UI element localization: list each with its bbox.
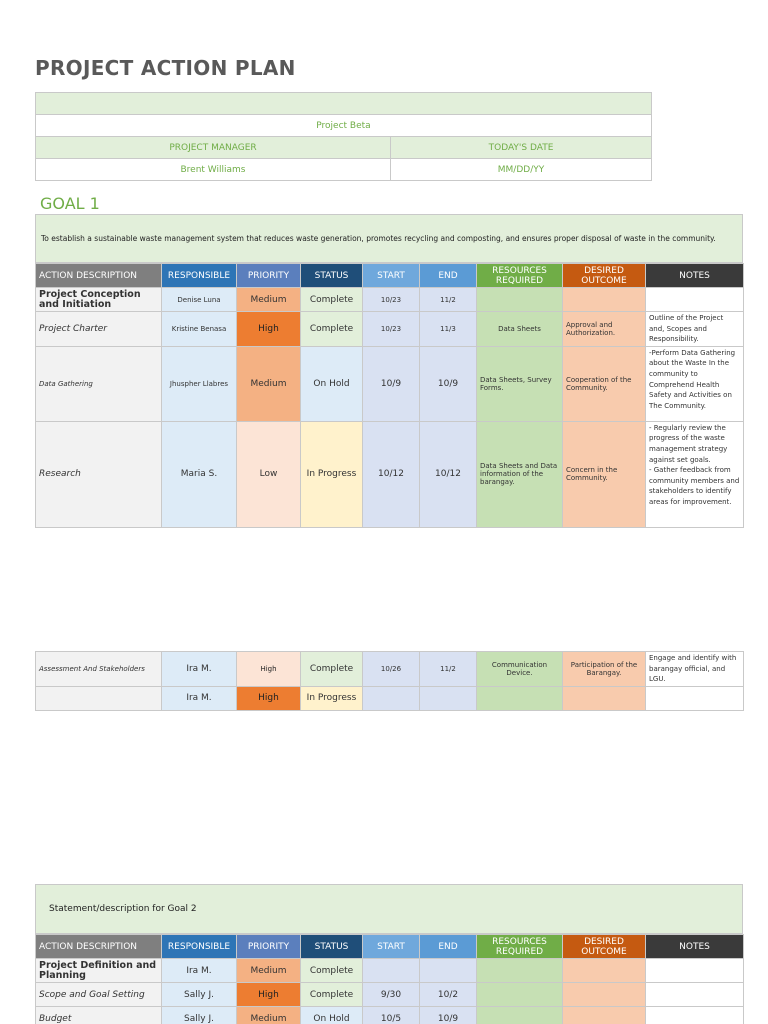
cell-responsible[interactable]: Sally J. [162,983,237,1007]
header-priority: PRIORITY [237,935,301,959]
project-info-table [35,92,652,181]
cell-status[interactable]: Complete [301,652,363,687]
cell-action[interactable]: Project Charter [36,312,162,347]
cell-start[interactable]: 10/5 [363,1007,420,1024]
cell-notes[interactable] [646,983,744,1007]
todays-date-label: TODAY'S DATE [391,137,652,159]
project-name[interactable]: Project Beta [36,115,652,137]
cell-action[interactable]: Project Conception and Initiation [36,288,162,312]
cell-notes[interactable] [646,959,744,983]
cell-start[interactable]: 10/9 [363,346,420,421]
cell-responsible[interactable]: Ira M. [162,959,237,983]
cell-outcome[interactable]: Cooperation of the Community. [563,346,646,421]
project-manager-value[interactable]: Brent Williams [36,159,391,181]
cell-priority[interactable]: High [237,652,301,687]
cell-priority[interactable]: Medium [237,1007,301,1024]
header-action: ACTION DESCRIPTION [36,264,162,288]
table-row [36,1007,744,1024]
header-outcome: DESIRED OUTCOME [563,935,646,959]
header-notes: NOTES [646,935,744,959]
header-start: START [363,264,420,288]
cell-end[interactable]: 11/2 [420,652,477,687]
todays-date-value[interactable]: MM/DD/YY [391,159,652,181]
cell-start[interactable]: 9/30 [363,983,420,1007]
cell-end[interactable]: 10/9 [420,346,477,421]
cell-notes[interactable] [646,288,744,312]
header-resources: RESOURCES REQUIRED [477,264,563,288]
cell-responsible[interactable]: Ira M. [162,686,237,710]
cell-action[interactable]: Data Gathering [36,346,162,421]
cell-priority[interactable]: Medium [237,959,301,983]
cell-priority[interactable]: High [237,312,301,347]
cell-priority[interactable]: Low [237,421,301,527]
cell-priority[interactable]: Medium [237,346,301,421]
cell-priority[interactable]: High [237,686,301,710]
cell-notes[interactable]: -Perform Data Gathering about the Waste In the community to Comprehend Health Safety and Activities on The Community. [646,346,744,421]
cell-action[interactable]: Assessment And Stakeholders [36,652,162,687]
table-row [36,421,744,527]
header-responsible: RESPONSIBLE [162,935,237,959]
header-status: STATUS [301,264,363,288]
cell-notes[interactable] [646,1007,744,1024]
cell-resources[interactable] [477,983,563,1007]
cell-responsible[interactable]: Ira M. [162,652,237,687]
cell-resources[interactable] [477,959,563,983]
cell-resources[interactable] [477,1007,563,1024]
cell-start[interactable] [363,686,420,710]
cell-status[interactable]: Complete [301,959,363,983]
header-row [36,264,744,288]
goal-2-statement[interactable]: Statement/description for Goal 2 [35,884,743,934]
cell-resources[interactable]: Communication Device. [477,652,563,687]
cell-responsible[interactable]: Sally J. [162,1007,237,1024]
cell-start[interactable]: 10/12 [363,421,420,527]
cell-priority[interactable]: High [237,983,301,1007]
cell-start[interactable]: 10/23 [363,288,420,312]
header-status: STATUS [301,935,363,959]
cell-status[interactable]: On Hold [301,1007,363,1024]
cell-responsible[interactable]: Kristine Benasa [162,312,237,347]
header-outcome: DESIRED OUTCOME [563,264,646,288]
cell-status[interactable]: In Progress [301,421,363,527]
cell-outcome[interactable] [563,983,646,1007]
cell-status[interactable]: In Progress [301,686,363,710]
cell-status[interactable]: Complete [301,983,363,1007]
header-start: START [363,935,420,959]
cell-status[interactable]: Complete [301,312,363,347]
header-responsible: RESPONSIBLE [162,264,237,288]
project-manager-label: PROJECT MANAGER [36,137,391,159]
cell-start[interactable] [363,959,420,983]
cell-start[interactable]: 10/23 [363,312,420,347]
page-title: PROJECT ACTION PLAN [35,56,296,80]
header-resources: RESOURCES REQUIRED [477,935,563,959]
cell-resources[interactable]: Data Sheets, Survey Forms. [477,346,563,421]
cell-end[interactable] [420,959,477,983]
header-notes: NOTES [646,264,744,288]
cell-outcome[interactable]: Participation of the Barangay. [563,652,646,687]
cell-start[interactable]: 10/26 [363,652,420,687]
cell-outcome[interactable] [563,686,646,710]
goal-1-action-table-continued [35,651,744,711]
cell-status[interactable]: Complete [301,288,363,312]
cell-action[interactable]: Project Definition and Planning [36,959,162,983]
cell-outcome[interactable]: Approval and Authorization. [563,312,646,347]
cell-action[interactable]: Scope and Goal Setting [36,983,162,1007]
cell-outcome[interactable] [563,288,646,312]
cell-responsible[interactable]: Maria S. [162,421,237,527]
cell-end[interactable]: 10/9 [420,1007,477,1024]
cell-resources[interactable]: Data Sheets [477,312,563,347]
header-end: END [420,264,477,288]
cell-resources[interactable]: Data Sheets and Data information of the barangay. [477,421,563,527]
cell-action[interactable]: Budget [36,1007,162,1024]
cell-resources[interactable] [477,288,563,312]
goal-1-statement[interactable]: To establish a sustainable waste management system that reduces waste generation, promotes recycling and composting, and ensures proper disposal of waste in the community. [35,214,743,263]
table-row [36,346,744,421]
cell-notes[interactable]: Outline of the Project and, Scopes and Responsibility. [646,312,744,347]
table-row [36,652,744,687]
cell-end[interactable]: 11/2 [420,288,477,312]
table-row [36,959,744,983]
table-row [36,686,744,710]
cell-responsible[interactable]: Jhuspher Llabres [162,346,237,421]
cell-notes[interactable]: - Regularly review the progress of the waste management strategy against set goals. - Gather feedback from community members and stakeholders to identify areas for improvement. [646,421,744,527]
cell-end[interactable]: 11/3 [420,312,477,347]
table-row [36,288,744,312]
cell-resources[interactable] [477,686,563,710]
header-row [36,935,744,959]
cell-end[interactable]: 10/2 [420,983,477,1007]
cell-action[interactable]: Research [36,421,162,527]
cell-end[interactable]: 10/12 [420,421,477,527]
table-row [36,312,744,347]
cell-notes[interactable]: Engage and identify with barangay official, and LGU. [646,652,744,687]
table-row [36,983,744,1007]
cell-priority[interactable]: Medium [237,288,301,312]
header-end: END [420,935,477,959]
cell-notes[interactable] [646,686,744,710]
cell-action[interactable] [36,686,162,710]
goal-2-action-table [35,934,744,1024]
goal-1-action-table [35,263,744,528]
cell-outcome[interactable] [563,959,646,983]
project-header-band [36,93,652,115]
goal-1-heading: GOAL 1 [40,194,100,213]
cell-outcome[interactable]: Concern in the Community. [563,421,646,527]
cell-end[interactable] [420,686,477,710]
cell-status[interactable]: On Hold [301,346,363,421]
cell-outcome[interactable] [563,1007,646,1024]
header-priority: PRIORITY [237,264,301,288]
header-action: ACTION DESCRIPTION [36,935,162,959]
cell-responsible[interactable]: Denise Luna [162,288,237,312]
